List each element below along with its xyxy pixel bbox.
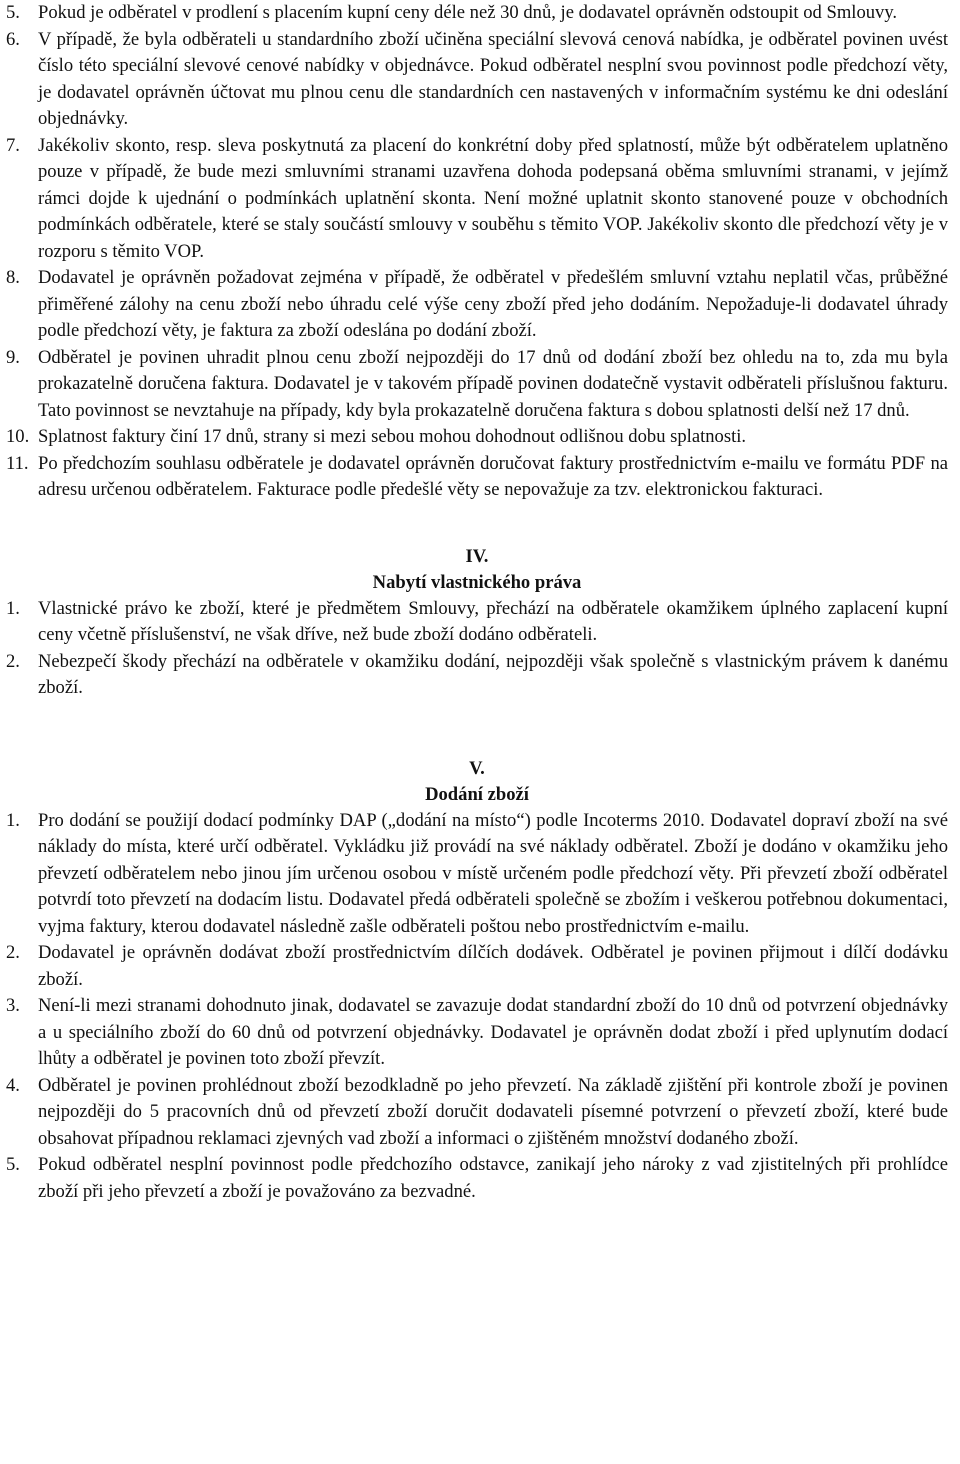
list-item bbox=[6, 27, 948, 133]
item-number: 2. bbox=[6, 942, 20, 963]
item-text: Vlastnické právo ke zboží, které je předmětem Smlouvy, přechází na odběratele okamžikem úplného zaplacení kupní ceny včetně příslušenství, ne však dříve, než bude zboží dodáno odběrateli. bbox=[38, 597, 948, 645]
section-number: V. bbox=[469, 757, 485, 779]
section-5 bbox=[6, 756, 948, 1206]
list-item bbox=[6, 345, 948, 425]
item-text: Nebezpečí škody přechází na odběratele v okamžiku dodání, nejpozději však společně s vlastnickým právem k danému zboží. bbox=[38, 650, 948, 698]
section-title: Nabytí vlastnického práva bbox=[372, 571, 582, 593]
item-text: Dodavatel je oprávněn dodávat zboží prostřednictvím dílčích dodávek. Odběratel je povinen přijmout i dílčí dodávku zboží. bbox=[38, 942, 948, 990]
item-text: Odběratel je povinen uhradit plnou cenu zboží nejpozději do 17 dnů od dodání zboží bez ohledu na to, zda mu byla prokazatelně doručena faktura. Dodavatel je v takovém případě povinen dodatečně vystavit odběrateli příslušnou fakturu. Tato povinnost se nevztahuje na případy, kdy byla prokazatelně doručena faktura s dobou splatnosti delší než 17 dnů. bbox=[38, 346, 948, 421]
item-number: 5. bbox=[6, 2, 20, 23]
item-text: V případě, že byla odběrateli u standardního zboží učiněna speciální slevová cenová nabídka, je odběratel povinen uvést číslo této speciální slevové cenové nabídky v objednávce. Pokud odběratel nesplní svou povinnost podle předchozí věty, je dodavatel oprávněn účtovat mu plnou cenu dle standardních cen nastavených v informačním systému ke dni odeslání objednávky. bbox=[38, 28, 948, 129]
item-number: 4. bbox=[6, 1074, 20, 1096]
section-4 bbox=[6, 544, 948, 702]
section-3-list bbox=[6, 0, 948, 504]
list-item bbox=[6, 940, 948, 993]
list-item bbox=[6, 649, 948, 702]
item-text: Po předchozím souhlasu odběratele je dodavatel oprávněn doručovat faktury prostřednictvím e-mailu ve formátu PDF na adresu určenou odběratelem. Fakturace podle předešlé věty se nepovažuje za tzv. elektronickou fakturaci. bbox=[38, 452, 948, 500]
item-text: Jakékoliv skonto, resp. sleva poskytnutá za placení do konkrétní doby před splatností, může být odběratelem uplatněno pouze v případě, že bude mezi smluvními stranami uzavřena dohoda podepsaná oběma smluvními stranami, v jejímž rámci dojde k ujednání o podmínkách uplatnění skonta. Není možné uplatnit skonto stanovené pouze v obchodních podmínkách odběratele, které se staly součástí smlouvy v souběhu s těmito VOP. Jakékoliv skonto dle předchozí věty je v rozporu s těmito VOP. bbox=[38, 134, 948, 262]
section-5-list bbox=[6, 808, 948, 1206]
item-text: Pro dodání se použijí dodací podmínky DAP („dodání na místo“) podle Incoterms 2010. Dodavatel dopraví zboží na své náklady do místa, které určí odběratel. Vykládku již provádí na své náklady odběratel. Zboží je dodáno v okamžiku jeho převzetí odběratelem nebo jinou jím určenou osobou v místě určeném podle předchozí věty. Při převzetí zboží odběratel potvrdí toto převzetí na dodacím listu. Dodavatel předá odběrateli společně se zbožím i veškerou potřebnou dokumentaci, vyjma faktury, kterou dodavatel následně zašle odběrateli poštou nebo prostřednictvím e-mailu. bbox=[38, 809, 948, 937]
list-item bbox=[6, 451, 948, 504]
item-number: 10. bbox=[6, 426, 30, 447]
item-number: 8. bbox=[6, 267, 20, 288]
item-number: 11. bbox=[6, 452, 29, 474]
list-item bbox=[6, 596, 948, 649]
list-item bbox=[6, 1152, 948, 1205]
item-number: 1. bbox=[6, 597, 20, 619]
item-text: Odběratel je povinen prohlédnout zboží bezodkladně po jeho převzetí. Na základě zjištění při kontrole zboží je povinen nejpozději do 5 pracovních dnů od převzetí zboží doručit dodavateli písemné potvrzení o převzetí zboží, které bude obsahovat případnou reklamaci zjevných vad zboží a informaci o zjištěném množství dodaného zboží. bbox=[38, 1074, 948, 1149]
list-item bbox=[6, 993, 948, 1073]
section-number: IV. bbox=[465, 545, 489, 567]
item-text: Pokud je odběratel v prodlení s placením kupní ceny déle než 30 dnů, je dodavatel oprávněn odstoupit od Smlouvy. bbox=[38, 2, 898, 23]
section-title: Dodání zboží bbox=[425, 783, 529, 805]
item-text: Pokud odběratel nesplní povinnost podle předchozího odstavce, zanikají jeho nároky z vad zjistitelných při prohlídce zboží při jeho převzetí a zboží je považováno za bezvadné. bbox=[38, 1154, 948, 1202]
item-number: 2. bbox=[6, 650, 20, 672]
item-number: 3. bbox=[6, 995, 20, 1016]
item-text: Není-li mezi stranami dohodnuto jinak, dodavatel se zavazuje dodat standardní zboží do 10 dnů od potvrzení objednávky a u speciálního zboží do 60 dnů od potvrzení objednávky. Dodavatel je oprávněn dodat zboží i před uplynutím dodací lhůty a odběratel je povinen toto zboží převzít. bbox=[38, 995, 948, 1069]
list-item bbox=[6, 133, 948, 266]
item-number: 1. bbox=[6, 809, 20, 831]
list-item bbox=[6, 1073, 948, 1153]
item-text: Dodavatel je oprávněn požadovat zejména v případě, že odběratel v předešlém smluvní vztahu neplatil včas, průběžné přiměřené zálohy na cenu zboží nebo úhradu celé výše ceny zboží před jeho dodáním. Nepožaduje-li dodavatel úhrady podle předchozí věty, je faktura za zboží odeslána po dodání zboží. bbox=[38, 267, 948, 341]
item-number: 6. bbox=[6, 28, 20, 50]
item-number: 5. bbox=[6, 1154, 20, 1175]
list-item bbox=[6, 808, 948, 941]
list-item bbox=[6, 0, 948, 27]
list-item bbox=[6, 424, 948, 451]
list-item bbox=[6, 265, 948, 345]
section-4-list bbox=[6, 596, 948, 702]
item-number: 7. bbox=[6, 134, 20, 156]
item-text: Splatnost faktury činí 17 dnů, strany si mezi sebou mohou dohodnout odlišnou dobu splatnosti. bbox=[38, 426, 747, 447]
item-number: 9. bbox=[6, 346, 20, 368]
